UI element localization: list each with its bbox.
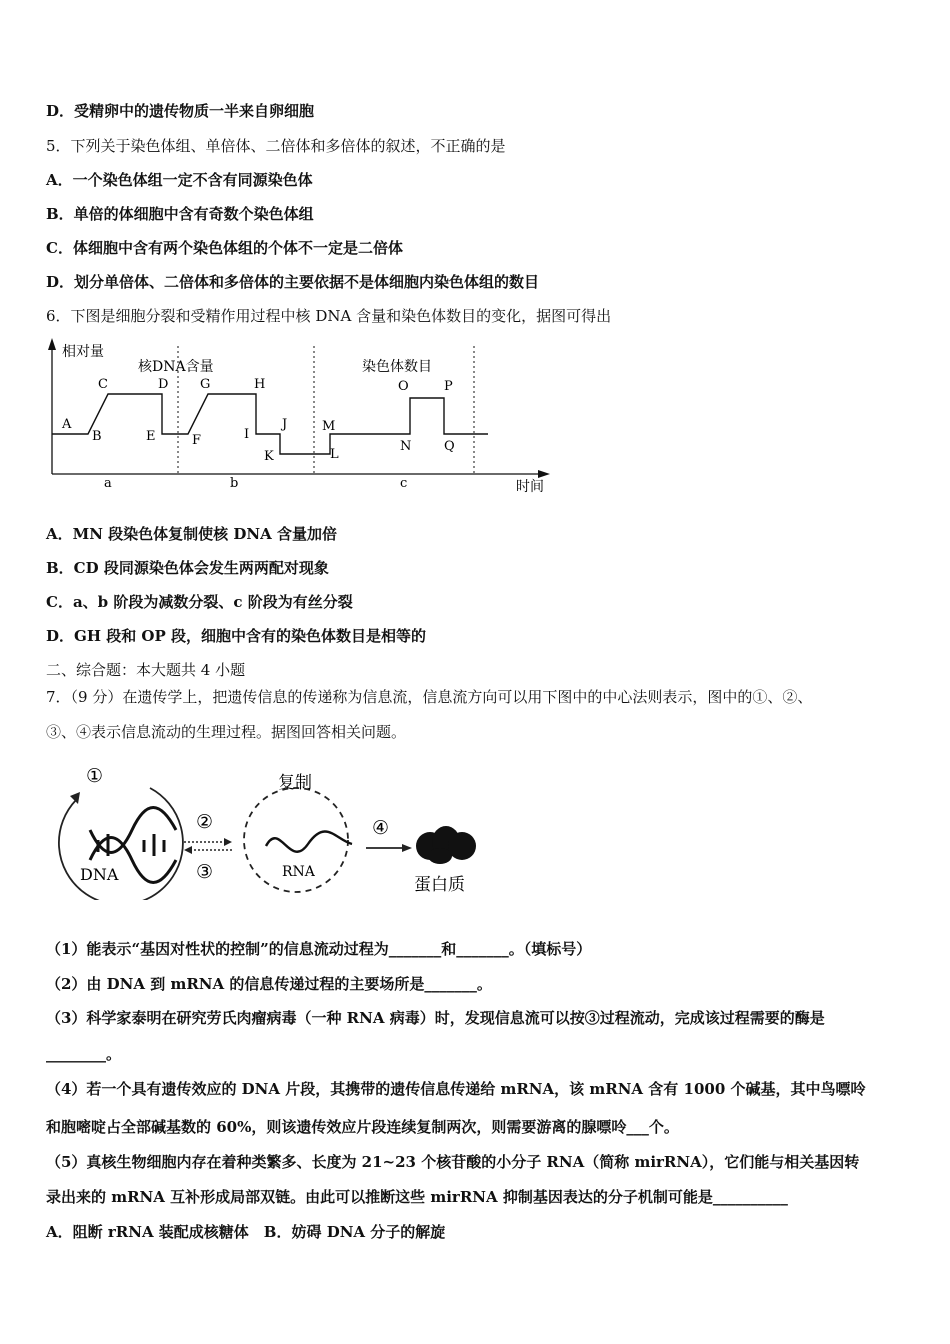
point-q: Q [444,439,455,454]
point-b: B [92,429,102,444]
point-h: H [254,377,266,392]
step-3: ③ [196,861,214,883]
dna-chromosome-graph [46,336,556,496]
option-6d: D．GH 段和 OP 段，细胞中含有的染色体数目是相等的 [46,627,427,645]
point-g: G [200,377,211,392]
chromosome-label: 染色体数目 [362,359,432,375]
subquestion-1: （1）能表示“基因对性状的控制”的信息流动过程为_______和_______。（填标号） [46,940,592,958]
option-5d: D．划分单倍体、二倍体和多倍体的主要依据不是体细胞内染色体组的数目 [46,273,540,291]
point-n: N [400,439,412,454]
point-k: K [264,449,274,464]
stage-b: b [230,476,239,491]
protein-icon [416,826,476,864]
x-axis-arrow [538,470,550,478]
point-e: E [146,429,156,444]
x-axis-label: 时间 [516,479,544,495]
rna-label: RNA [282,864,315,880]
subquestion-4-cont: 和胞嘧啶占全部碱基数的 60%，则该遗传效应片段连续复制两次，则需要游离的腺嘌呤___个。 [46,1118,679,1136]
step-4: ④ [372,817,390,839]
dna-label: 核DNA含量 [138,359,214,375]
y-axis-label: 相对量 [62,344,104,360]
stage-c: c [400,476,408,491]
y-axis-arrow [48,338,56,350]
option-4d: D．受精卵中的遗传物质一半来自卵细胞 [46,102,315,120]
point-f: F [192,433,202,448]
option-6c: C．a、b 阶段为减数分裂、c 阶段为有丝分裂 [46,593,353,611]
point-l: L [330,447,339,462]
point-a: A [62,417,72,432]
section-heading: 二、综合题：本大题共 4 小题 [46,661,246,679]
point-c: C [98,377,108,392]
central-dogma-diagram [46,760,496,900]
point-j: J [282,417,288,432]
option-5a: A．一个染色体组一定不含有同源染色体 [46,171,313,189]
protein-label: 蛋白质 [414,875,465,895]
option-6b: B．CD 段同源染色体会发生两两配对现象 [46,559,329,577]
subquestion-3-blank: ________。 [46,1045,122,1063]
subquestion-5: （5）真核生物细胞内存在着种类繁多、长度为 21~23 个核苷酸的小分子 RNA（简称 mirRNA），它们能与相关基因转 [46,1153,860,1171]
subquestion-5-options: A．阻断 rRNA 装配成核糖体 B．妨碍 DNA 分子的解旋 [46,1223,446,1241]
option-5b: B．单倍的体细胞中含有奇数个染色体组 [46,205,314,223]
question-6-stem: 6．下图是细胞分裂和受精作用过程中核 DNA 含量和染色体数目的变化，据图可得出 [46,307,612,325]
point-o: O [398,379,409,394]
option-5c: C．体细胞中含有两个染色体组的个体不一定是二倍体 [46,239,403,257]
subquestion-3: （3）科学家泰明在研究劳氏肉瘤病毒（一种 RNA 病毒）时，发现信息流可以按③过程流动，完成该过程需要的酶是 [46,1009,825,1027]
reverse-transcription-arrowhead [184,846,192,854]
question-7-stem-cont: ③、④表示信息流动的生理过程。据图回答相关问题。 [46,723,407,741]
subquestion-5-cont: 录出来的 mRNA 互补形成局部双链。由此可以推断这些 mirRNA 抑制基因表达的分子机制可能是__________ [46,1188,788,1206]
graph-curve [52,394,488,454]
step-2: ② [196,811,214,833]
point-m: M [322,419,336,434]
point-d: D [158,377,169,392]
replicate-label: 复制 [278,773,312,793]
subquestion-4: （4）若一个具有遗传效应的 DNA 片段，其携带的遗传信息传递给 mRNA，该 mRNA 含有 1000 个碱基，其中鸟嘌呤 [46,1080,866,1098]
question-5-stem: 5．下列关于染色体组、单倍体、二倍体和多倍体的叙述，不正确的是 [46,137,506,155]
point-i: I [244,427,250,442]
step-1: ① [86,765,104,787]
translation-arrowhead [402,844,412,852]
option-6a: A．MN 段染色体复制使核 DNA 含量加倍 [46,525,337,543]
rna-strand-icon [266,832,352,852]
point-p: P [444,379,453,394]
transcription-arrowhead [224,838,232,846]
stage-a: a [104,476,112,491]
subquestion-2: （2）由 DNA 到 mRNA 的信息传递过程的主要场所是_______。 [46,975,492,993]
question-7-stem: 7．（9 分）在遗传学上，把遗传信息的传递称为信息流，信息流方向可以用下图中的中心法则表示，图中的①、②、 [46,688,813,706]
dna-label: DNA [80,865,119,884]
